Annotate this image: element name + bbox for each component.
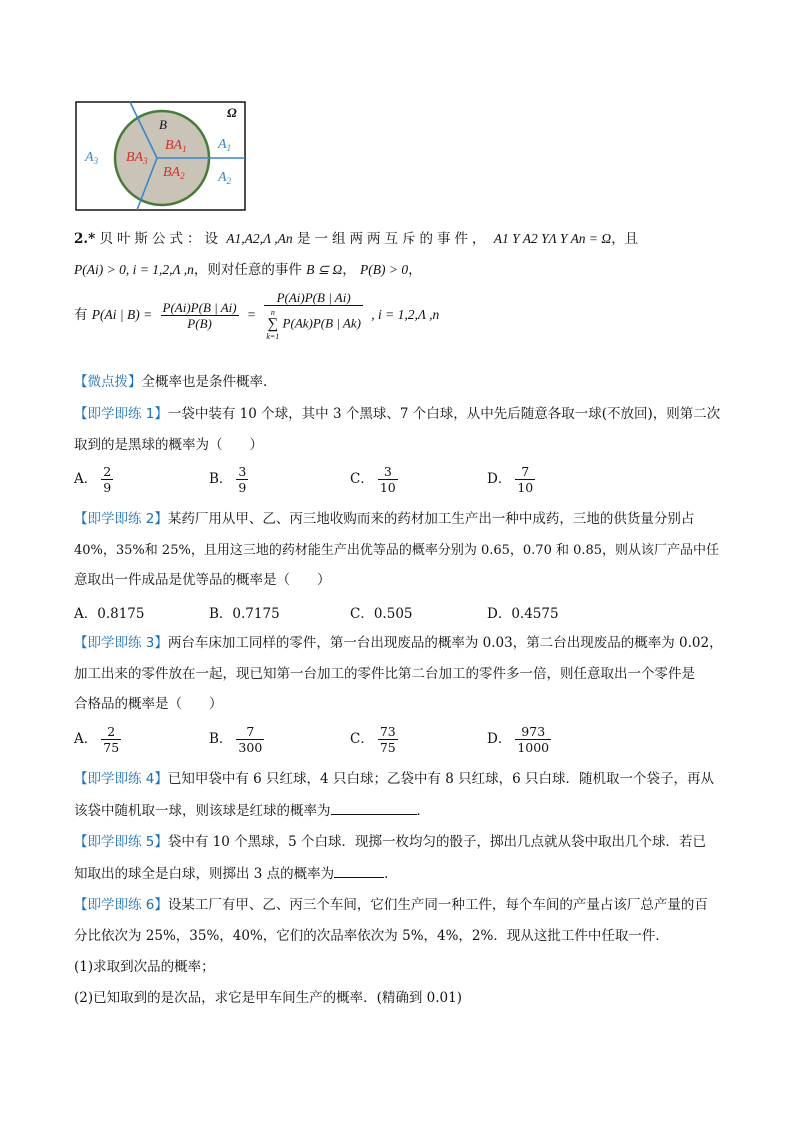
q4-line-2: [74, 800, 430, 821]
bayes-end: ，: [408, 262, 422, 278]
bayes-line-1: [74, 229, 638, 249]
option-value: 0.505: [373, 606, 413, 622]
ba1-label: $BA_1$: [165, 138, 187, 154]
fraction-1-denominator: P(B): [187, 316, 212, 331]
q3-option-a[interactable]: [74, 724, 125, 755]
bayes-union: A1 Y A2 YΛ Y An = Ω: [493, 231, 612, 246]
q5-text-2: 知取出的球全是白球，则掷出 3 点的概率为: [74, 866, 335, 882]
q1-option-a[interactable]: [74, 464, 117, 495]
q3-option-b[interactable]: [209, 724, 268, 755]
q1-text-1: 一袋中装有 10 个球，其中 3 个黑球、7 个白球，从中先后随意各取一球(不放回)，则第二次: [167, 406, 721, 422]
bayes-formula: [74, 290, 439, 341]
q6-sub-2: [74, 988, 462, 1008]
q2-option-c[interactable]: [350, 602, 413, 622]
sigma-symbol: ∑: [267, 316, 279, 332]
q6-line-1: [74, 895, 708, 915]
q5-line-2: [74, 863, 398, 884]
option-num: 7: [236, 724, 264, 740]
q3-text-2: 加工出来的零件放在一起，现已知第一台加工的零件比第二台加工的零件多一倍，则任意取出一个零件是: [74, 666, 695, 682]
q1-tag: 【即学即练 1】: [74, 406, 168, 422]
bayes-cond-text: ，则对任意的事件: [193, 262, 302, 278]
a2-label: $A_2$: [218, 170, 232, 186]
bayes-equals: =: [246, 307, 257, 322]
bayes-events: A1,A2,Λ ,An: [226, 231, 293, 246]
bayes-and: ，且: [611, 231, 639, 247]
fraction-2-numerator: P(Ai)P(B | Ai): [264, 290, 363, 306]
q6-sub-1: [74, 957, 215, 977]
q3-line-3: [74, 694, 223, 714]
option-den: 75: [379, 740, 396, 755]
q4-text-1: 已知甲袋中有 6 只红球，4 只白球；乙袋中有 8 只红球，6 只白球．随机取一个袋子，再从: [167, 771, 714, 787]
fraction-2-den-text: P(Ak)P(B | Ak): [282, 315, 361, 331]
option-den: 1000: [517, 740, 550, 755]
sum-upper: n: [270, 308, 275, 317]
option-den: 10: [379, 480, 396, 495]
q6-subquestion-2: (2)已知取到的是次品，求它是甲车间生产的概率．(精确到 0.01): [74, 990, 463, 1006]
option-label: B．: [209, 471, 233, 487]
bayes-fraction-2: [264, 290, 363, 341]
q2-option-b[interactable]: [209, 602, 280, 622]
q2-line-1: [74, 509, 694, 529]
q1-text-2: 取到的是黑球的概率为（ ）: [74, 437, 263, 453]
option-label: C．: [350, 731, 374, 747]
option-den: 75: [103, 740, 120, 755]
q3-text-1: 两台车床加工同样的零件，第一台出现废品的概率为 0.03，第二台出现废品的概率为 0.02，: [167, 635, 723, 651]
tip-line: [74, 372, 267, 392]
q3-tag: 【即学即练 3】: [74, 635, 168, 651]
option-value: 0.8175: [97, 606, 145, 622]
option-label: C．: [350, 606, 374, 622]
q4-answer-blank[interactable]: [331, 800, 417, 815]
option-num: 2: [103, 464, 112, 479]
b-label: B: [159, 117, 167, 132]
bayes-fraction-1: [161, 300, 239, 331]
option-num: 7: [515, 464, 535, 480]
summation: [266, 308, 279, 341]
q5-answer-blank[interactable]: [334, 863, 384, 878]
q4-text-2: 该袋中随机取一球，则该球是红球的概率为: [74, 803, 331, 819]
q1-line-1: [74, 404, 720, 424]
a1-label: $A_1$: [218, 137, 232, 153]
bayes-line-2: [74, 260, 422, 280]
option-num: 973: [515, 724, 551, 740]
q2-text-2: 40%，35%和 25%，且用这三地的药材能生产出优等品的概率分别为 0.65，0.70 和 0.85，则从该厂产品中任: [74, 543, 720, 558]
q4-line-1: [74, 769, 714, 789]
item-number: 2.*: [74, 231, 96, 247]
bayes-comma: ，: [342, 262, 356, 278]
q6-subquestion-1: (1)求取到次品的概率；: [74, 959, 215, 975]
q5-tag: 【即学即练 5】: [74, 834, 168, 850]
bayes-pb: P(B) > 0: [360, 262, 409, 277]
bayes-lhs: P(Ai | B) =: [91, 307, 153, 322]
option-label: D．: [487, 471, 512, 487]
q3-line-1: [74, 633, 723, 653]
ba2-label: $BA_2$: [163, 165, 185, 181]
option-label: D．: [487, 731, 512, 747]
q2-text-3: 意取出一件成品是优等品的概率是（ ）: [74, 572, 331, 588]
option-value: 0.4575: [511, 606, 559, 622]
q6-tag: 【即学即练 6】: [74, 897, 168, 913]
q3-option-d[interactable]: [487, 724, 555, 755]
option-value: 0.7175: [232, 606, 280, 622]
q1-option-d[interactable]: [487, 464, 539, 495]
q4-tag: 【即学即练 4】: [74, 771, 168, 787]
q6-text-1: 设某工厂有甲、乙、丙三个车间，它们生产同一种工件，每个车间的产量占该厂总产量的百: [167, 897, 708, 913]
option-num: 73: [379, 724, 396, 739]
q2-line-2: [74, 540, 719, 561]
option-den: 9: [103, 480, 112, 495]
option-label: C．: [350, 471, 374, 487]
q3-line-2: [74, 664, 695, 684]
q4-end: ．: [416, 803, 430, 819]
q5-end: ．: [384, 866, 398, 882]
option-num: 2: [101, 724, 121, 740]
q2-option-a[interactable]: [74, 602, 145, 622]
tip-text: 全概率也是条件概率.: [141, 374, 268, 390]
q6-line-2: [74, 926, 669, 946]
option-label: D．: [487, 606, 512, 622]
q6-text-2: 分比依次为 25%，35%，40%，它们的次品率依次为 5%，4%，2%．现从这批工件中任取一件．: [74, 928, 669, 944]
option-num: 3: [238, 464, 247, 479]
bayes-mid: 是一组两两互斥的事件，: [296, 231, 490, 247]
venn-diagram: [75, 101, 246, 211]
option-den: 10: [517, 480, 534, 495]
q1-line-2: [74, 435, 263, 455]
option-label: A．: [74, 471, 98, 487]
option-label: A．: [74, 731, 98, 747]
ba3-label: $BA_3$: [126, 150, 148, 166]
fraction-2-denominator: [264, 306, 363, 341]
q3-option-c[interactable]: [350, 724, 402, 755]
bayes-have: 有: [74, 307, 88, 323]
q3-text-3: 合格品的概率是（ ）: [74, 696, 223, 712]
a3-label: $A_3$: [85, 150, 99, 166]
q2-option-d[interactable]: [487, 602, 559, 622]
q1-option-b[interactable]: [209, 464, 252, 495]
bayes-intro: 贝叶斯公式：设: [99, 231, 222, 247]
q2-line-3: [74, 570, 331, 590]
option-label: B．: [209, 731, 233, 747]
bayes-subset: B ⊆ Ω: [306, 262, 343, 277]
option-label: A．: [74, 606, 98, 622]
option-den: 300: [238, 740, 263, 755]
fraction-1-numerator: P(Ai)P(B | Ai): [162, 300, 237, 315]
option-num: 3: [378, 464, 398, 480]
q5-text-1: 袋中有 10 个黑球，5 个白球．现掷一枚均匀的骰子，掷出几点就从袋中取出几个球．若已: [167, 834, 707, 850]
tip-tag: 【微点拨】: [74, 374, 142, 390]
q5-line-1: [74, 832, 706, 852]
q1-option-c[interactable]: [350, 464, 402, 495]
sum-lower: k=1: [266, 332, 280, 341]
omega-label: Ω: [227, 105, 237, 120]
q2-text-1: 某药厂用从甲、乙、丙三地收购而来的药材加工生产出一种中成药，三地的供货量分别占: [167, 511, 695, 527]
bayes-condition: P(Ai) > 0, i = 1,2,Λ ,n: [74, 262, 194, 277]
bayes-tail: , i = 1,2,Λ ,n: [371, 307, 440, 322]
option-label: B．: [209, 606, 233, 622]
option-den: 9: [238, 480, 247, 495]
q2-tag: 【即学即练 2】: [74, 511, 168, 527]
